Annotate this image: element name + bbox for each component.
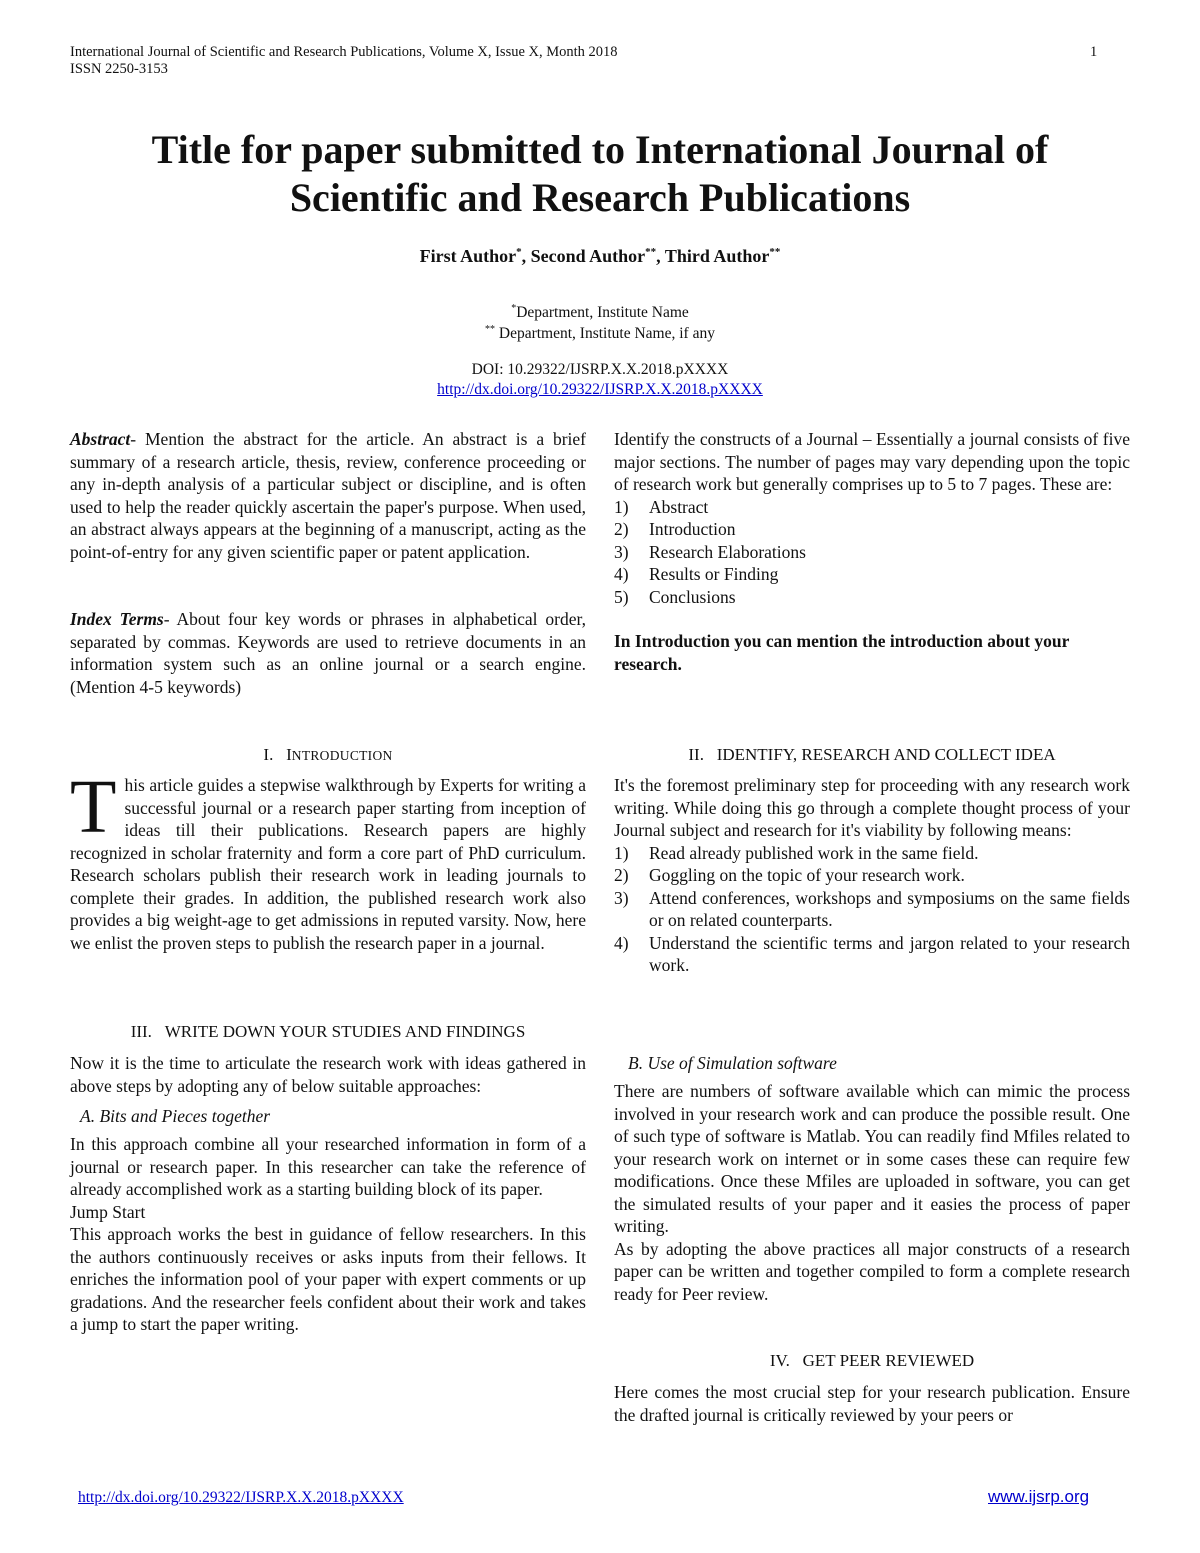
- affiliation-2: ** Department, Institute Name, if any: [485, 324, 715, 343]
- section-1-number: I.: [263, 745, 274, 764]
- subsection-a-heading: A. Bits and Pieces together: [80, 1106, 271, 1126]
- subsection-b-heading: B. Use of Simulation software: [628, 1053, 837, 1073]
- author-3: Third Author: [664, 246, 770, 266]
- list-item: 2) Introduction: [614, 519, 736, 539]
- author-2-mark: **: [645, 246, 657, 258]
- constructs: [614, 428, 1130, 675]
- section-1-heading: I. INTRODUCTION: [263, 745, 393, 764]
- affiliation-1-mark: *: [511, 303, 517, 314]
- list-item: 1) Abstract: [614, 496, 709, 517]
- affiliation-2-mark: **: [485, 324, 496, 335]
- doi-link[interactable]: http://dx.doi.org/10.29322/IJSRP.X.X.2018.pXXXX: [437, 381, 763, 398]
- abstract-text: - Mention the abstract for the article. An abstract is a brief summary of a research article, thesis, review, conference proceeding or any in-depth analysis of a particular subject or discipline, and is often used to help the reader quickly ascertain the paper's purpose. When used, an abstract always appears at the beginning of a manuscript, acting as the point-of-entry for any given scientific paper or patent application.: [70, 429, 586, 562]
- section-4-heading: IV. GET PEER REVIEWED: [769, 1351, 975, 1370]
- author-list: First Author*, Second Author**, Third Author**: [419, 246, 781, 266]
- list-item: 5) Conclusions: [614, 586, 736, 607]
- footer-doi: [78, 1489, 404, 1507]
- list-item: 2) Goggling on the topic of your research work.: [614, 865, 965, 885]
- list-item: 4) Results or Finding: [614, 564, 779, 584]
- jump-start-text: This approach works the best in guidance of fellow researchers. In this the authors continuously receives or asks inputs from their fellows. It enriches the information pool of your paper with expert comments or up gradations. And the researcher feels confident about their work and takes a jump to start the paper writing.: [70, 1224, 586, 1334]
- constructs-list: [614, 496, 1130, 609]
- footer-doi-link[interactable]: http://dx.doi.org/10.29322/IJSRP.X.X.2018.pXXXX: [78, 1489, 404, 1506]
- list-item: 4) Understand the scientific terms and jargon related to your research work.: [614, 932, 1130, 975]
- issn: ISSN 2250-3153: [70, 61, 168, 77]
- subsection-a-text: In this approach combine all your researched information in form of a journal or research paper. In this researcher can take the reference of already accomplished work as a starting building block of its paper.: [70, 1134, 586, 1199]
- section-2-heading: II. IDENTIFY, RESEARCH AND COLLECT IDEA: [688, 745, 1056, 764]
- section-3-heading: III. WRITE DOWN YOUR STUDIES AND FINDINGS: [130, 1022, 526, 1041]
- title-line-1: Title for paper submitted to International Journal of: [151, 127, 1049, 172]
- doi-link-wrap: [0, 380, 1200, 400]
- page-number: 1: [1090, 44, 1098, 60]
- index-terms: [70, 608, 586, 698]
- running-header: [70, 44, 618, 78]
- subsection-b-body: [614, 1080, 1130, 1305]
- doi-label: DOI: 10.29322/IJSRP.X.X.2018.pXXXX: [471, 361, 729, 378]
- section-4-number: IV.: [769, 1351, 790, 1370]
- constructs-note: In Introduction you can mention the introduction about your research.: [614, 631, 1070, 674]
- title-line-2: Scientific and Research Publications: [289, 175, 911, 220]
- list-item: 3) Research Elaborations: [614, 541, 806, 562]
- abstract-label: Abstract: [70, 429, 131, 449]
- section-4-body: [614, 1381, 1130, 1426]
- author-1: First Author: [419, 246, 517, 266]
- section-1-body: [70, 765, 586, 954]
- abstract: [70, 428, 586, 563]
- section-2-list: [614, 842, 1130, 977]
- author-1-mark: *: [516, 246, 522, 258]
- index-terms-text: - About four key words or phrases in alphabetical order, separated by commas. Keywords are used to retrieve documents in an information system such as an online journal or a search engine. (Mention 4-5 keywords): [70, 609, 586, 697]
- author-2: Second Author: [530, 246, 646, 266]
- footer-website: [988, 1487, 1089, 1507]
- subsection-b-text: There are numbers of software available which can mimic the process involved in your research work and can produce the possible result. One of such type of software is Matlab. You can readily find Mfiles related to your research work on internet or in some cases these can require few modifications. Once these Mfiles are uploaded in software, you can get the simulated results of your paper and it easies the process of paper writing.: [614, 1081, 1130, 1236]
- section-3-number: III.: [130, 1022, 152, 1041]
- paper-title: [60, 126, 1140, 222]
- section-4-text: Here comes the most crucial step for your research publication. Ensure the drafted journal is critically reviewed by your peers or: [614, 1382, 1130, 1425]
- section-3-intro: Now it is the time to articulate the research work with ideas gathered in above steps by adopting any of below suitable approaches:: [70, 1053, 586, 1096]
- section-2-number: II.: [688, 745, 704, 764]
- affiliation-1: *Department, Institute Name: [511, 303, 689, 322]
- website-link[interactable]: www.ijsrp.org: [988, 1487, 1090, 1506]
- author-3-mark: **: [769, 246, 781, 258]
- section-2-intro: It's the foremost preliminary step for proceeding with any research work writing. While doing this go through a complete thought process of your Journal subject and research for it's viability by following means:: [614, 775, 1130, 840]
- list-item: 1) Read already published work in the same field.: [614, 842, 979, 863]
- subsection-b-text-2: As by adopting the above practices all major constructs of a research paper can be written and together compiled to form a complete research ready for Peer review.: [614, 1238, 1130, 1304]
- section-3-body: [70, 1052, 586, 1336]
- index-terms-label: Index Terms: [70, 609, 164, 629]
- constructs-intro: Identify the constructs of a Journal – Essentially a journal consists of five major sections. The number of pages may vary depending upon the topic of research work but generally comprises up to 5 to 7 pages. These are:: [614, 429, 1130, 494]
- list-item: 3) Attend conferences, workshops and symposiums on the same fields or on related counterparts.: [614, 887, 1130, 930]
- dropcap: T: [70, 765, 117, 849]
- section-1-text: his article guides a stepwise walkthrough by Experts for writing a successful journal or a research paper starting from inception of ideas till their publications. Research papers are highly recognized in scholar fraternity and form a core part of PhD curriculum. Research scholars publish their research work in leading journals to complete their grades. In addition, the published research work also provides a big weight-age to get admissions in reputed varsity. Now, here we enlist the proven steps to publish the research paper in a journal.: [70, 775, 586, 953]
- journal-line: International Journal of Scientific and Research Publications, Volume X, Issue X, Month 2018: [70, 44, 618, 60]
- jump-start-label: Jump Start: [70, 1201, 146, 1222]
- section-2-body: [614, 774, 1130, 977]
